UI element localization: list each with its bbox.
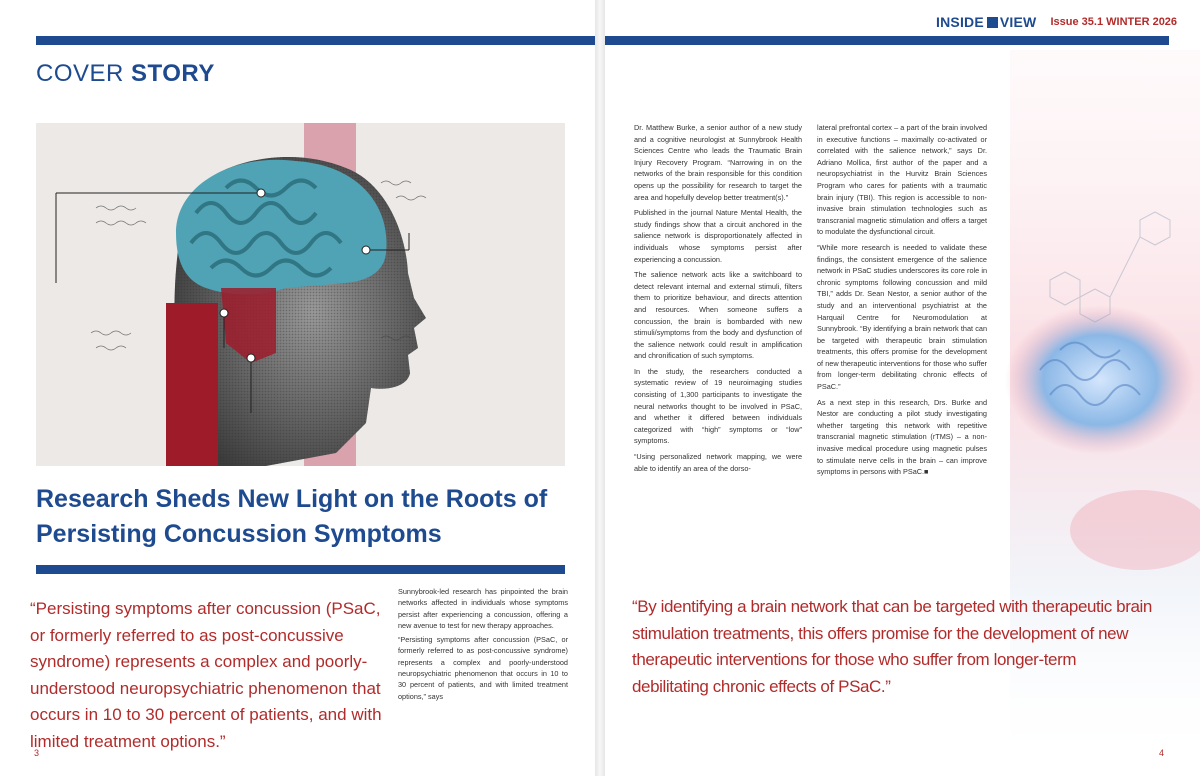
masthead: [936, 14, 1177, 30]
intro-paragraph: “Persisting symptoms after concussion (PSaC, or formerly referred to as post-concussive syndrome) represents a complex and poorly-understood neuropsychiatric phenomenon that occurs in 10 to 30 percent of patients, and with limited treatment options,” says: [398, 635, 568, 701]
brand-square-icon: [987, 17, 998, 28]
column-1-paragraph: The salience network acts like a switchboard to detect relevant internal and external stimuli, filters them to prioritize behaviour, and directs attention and resources. When someone suffers a concussion, the brain is bombarded with new stimuli/symptoms from the body and dysfunction of the salience network could result in amplification and chronification of such symptoms.: [634, 270, 802, 361]
pull-quote-right: “By identifying a brain network that can be targeted with therapeutic brain stimulation treatments, this offers promise for the development of new therapeutic interventions for those who suffer from longer-term debilitating chronic effects of PSaC.”: [632, 597, 1152, 696]
masthead-brand: [936, 14, 1036, 30]
column-2-paragraph: As a next step in this research, Drs. Burke and Nestor are conducting a pilot study investigating whether targeting this network with repetitive transcranial magnetic stimulation (rTMS) – a non-invasive medical procedure using magnetic pulses to stimulate nerve cells in the brain – can improve symptoms in persons with PSaC.■: [817, 397, 987, 477]
page-gutter: [595, 0, 605, 776]
red-block: [166, 303, 218, 466]
pull-quote-left: “Persisting symptoms after concussion (PSaC, or formerly referred to as post-concussive syndrome) represents a complex and poorly-understood neuropsychiatric phenomenon that occurs in 10 to 30 percent of patients, and with limited treatment options.”: [30, 599, 382, 751]
intro-paragraph: Sunnybrook-led research has pinpointed the brain networks affected in individuals whose symptoms persist after experiencing a concussion, offering a new avenue to test for new therapy approaches.: [398, 587, 568, 630]
section-story: STORY: [131, 60, 215, 87]
column-1-paragraph: Dr. Matthew Burke, a senior author of a new study and a cognitive neurologist at Sunnybrook Health Sciences Centre who leads the Traumatic Brain Injury Recovery Program. “Narrowing in on the networks of the brain responsible for this condition opens up the possibility for research to target the area and hopefully develop better treatment(s).”: [634, 123, 802, 202]
text-column-2: [817, 122, 987, 482]
text-column-1: [634, 122, 802, 478]
hero-illustration: [36, 123, 565, 466]
section-title: [36, 60, 215, 88]
column-1-paragraph: In the study, the researchers conducted a systematic review of 19 neuroimaging studies consisting of 1,300 participants to investigate the neural networks thought to be involved in PSaC, and whether it differed between individuals categorized with “high” symptoms or “low” symptoms.: [634, 366, 802, 446]
top-rule-left: [36, 36, 595, 45]
intro-column: [398, 586, 568, 705]
column-2-paragraph: lateral prefrontal cortex – a part of the brain involved in executive functions – maximally co-activated or correlated with the salience network,” says Dr. Adriano Mollica, first author of the paper and a neuropsychiatrist in the Hurvitz Brain Sciences Program who cares for patients with a traumatic brain injury (TBI). This region is accessible to non-invasive brain stimulation technologies such as transcranial magnetic stimulation and offers a target to modulate the dysfunctional circuit.: [817, 123, 987, 237]
column-1-paragraph: “Using personalized network mapping, we were able to identify an area of the dorso-: [634, 452, 802, 473]
brand-view: VIEW: [999, 14, 1037, 30]
column-2-paragraph: “While more research is needed to validate these findings, the consistent emergence of the salience network in PSaC studies underscores its core role in chronic symptoms following concussion and mild TBI,” adds Dr. Sean Nestor, a senior author of the study and an interventional psychiatrist at the Harquail Centre for Neuromodulation at Sunnybrook. “By identifying a brain network that can be targeted with therapeutic brain stimulation treatments, this offers promise for the development of new therapeutic interventions for those who suffer from longer-term debilitating chronic effects of PSaC.”: [817, 242, 987, 392]
section-cover: COVER: [36, 60, 124, 87]
headline-rule: [36, 565, 565, 574]
issue-label: Issue 35.1 WINTER 2026: [1050, 16, 1178, 28]
top-rule-right: [605, 36, 1169, 45]
brand-inside: INSIDE: [936, 14, 984, 30]
column-1-paragraph: Published in the journal Nature Mental Health, the study findings show that a circuit anchored in the salience network is disproportionately affected in individuals whose symptoms persist after experiencing a concussion.: [634, 208, 802, 264]
article-headline: Research Sheds New Light on the Roots of Persisting Concussion Symptoms: [36, 485, 548, 548]
page-number-right: 4: [1159, 748, 1165, 758]
page-number-left: 3: [34, 748, 40, 758]
brain-head-illustration: [36, 123, 565, 466]
